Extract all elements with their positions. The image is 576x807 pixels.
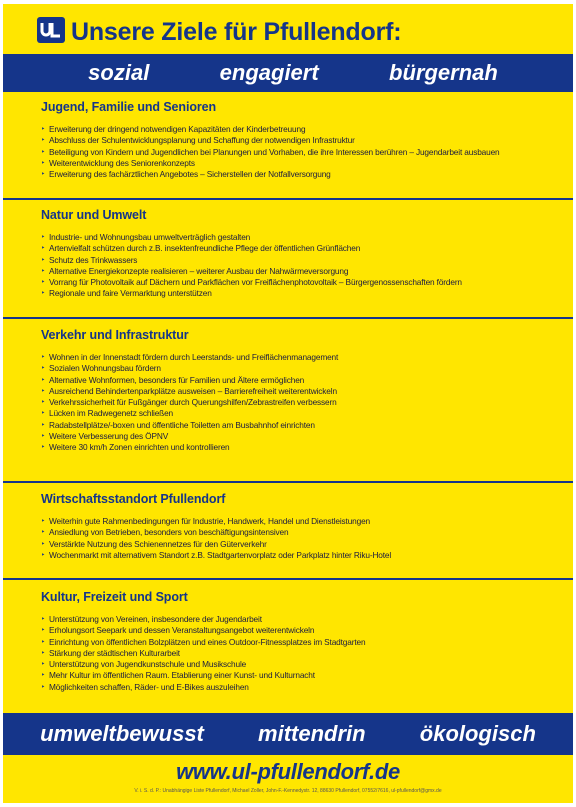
bullet-icon: ‣ — [41, 540, 45, 548]
list-item: ‣ Weiterentwicklung des Seniorenkonzepts — [41, 157, 195, 168]
bullet-icon: ‣ — [41, 290, 45, 298]
list-item: ‣ Alternative Wohnformen, besonders für Familien und Ältere ermöglichen — [41, 374, 305, 385]
section-list — [41, 614, 573, 693]
list-item: ‣ Sozialen Wohnungsbau fördern — [41, 363, 161, 374]
bullet-icon: ‣ — [41, 234, 45, 241]
list-item: ‣ Ansiedlung von Betrieben, besonders von beschäftigungsintensiven — [41, 527, 289, 538]
list-item: ‣ Weitere 30 km/h Zonen einrichten und kontrollieren — [41, 442, 230, 453]
list-item: ‣ Artenvielfalt schützen durch z.B. insektenfreundliche Pflege der öffentlichen Grünflächen — [41, 243, 361, 254]
slogan-word: sozial — [88, 60, 150, 85]
section-list — [41, 232, 573, 300]
bullet-icon: ‣ — [41, 551, 45, 559]
bullet-icon: ‣ — [41, 354, 45, 361]
slogan-band-bottom — [3, 713, 573, 755]
bullet-icon: ‣ — [41, 399, 45, 407]
list-item: ‣ Einrichtung von öffentlichen Bolzplätzen und eines Outdoor-Fitnessplatzes im Stadtgarten — [41, 636, 366, 647]
section-divider — [3, 317, 573, 319]
section-wirtschaftsstandort — [3, 492, 573, 561]
list-item: ‣ Vorrang für Photovoltaik auf Dächern und Parkflächen vor Freiflächenphotovoltaik – Bürgergenossenschaften fördern — [41, 277, 462, 288]
list-item: ‣ Regionale und faire Vermarktung unterstützen — [41, 288, 212, 299]
bullet-icon: ‣ — [41, 159, 45, 167]
list-item: ‣ Stärkung der städtischen Kulturarbeit — [41, 647, 180, 658]
section-title: Wirtschaftsstandort Pfullendorf — [41, 492, 226, 506]
slogan-band-top — [3, 54, 573, 92]
list-item: ‣ Abschluss der Schulentwicklungsplanung und Schaffung der notwendigen Infrastruktur — [41, 135, 355, 146]
section-title: Jugend, Familie und Senioren — [41, 100, 217, 114]
list-item: ‣ Mehr Kultur im öffentlichen Raum. Etablierung einer Kunst- und Kulturnacht — [41, 670, 315, 681]
section-divider — [3, 198, 573, 200]
bullet-icon: ‣ — [41, 421, 45, 429]
list-item: ‣ Wohnen in der Innenstadt fördern durch Leerstands- und Freiflächenmanagement — [41, 352, 339, 362]
section-kultur-freizeit-sport — [3, 590, 573, 693]
page-title: Unsere Ziele für Pfullendorf: — [71, 18, 402, 46]
list-item: ‣ Lücken im Radwegenetz schließen — [41, 408, 174, 419]
list-item: ‣ Unterstützung von Vereinen, insbesondere der Jugendarbeit — [41, 614, 262, 624]
bullet-icon: ‣ — [41, 410, 45, 418]
section-list — [41, 352, 573, 454]
bullet-icon: ‣ — [41, 376, 45, 384]
section-list — [41, 124, 573, 180]
header — [3, 4, 573, 54]
bullet-icon: ‣ — [41, 433, 45, 441]
bullet-icon: ‣ — [41, 171, 45, 179]
list-item: ‣ Weitere Verbesserung des ÖPNV — [41, 431, 169, 442]
list-item: ‣ Weiterhin gute Rahmenbedingungen für Industrie, Handwerk, Handel und Dienstleistungen — [41, 516, 371, 526]
list-item: ‣ Erweiterung des fachärztlichen Angebotes – Sicherstellen der Notfallversorgung — [41, 169, 331, 180]
section-list — [41, 516, 573, 561]
imprint-text: V. i. S. d. P.: Unabhängige Liste Pfullendorf, Michael Zoller, John-F.-Kennedystr. 12, 88630 Pfullendorf, 07552/7616, ul-pfullendorf@gmx.de — [134, 788, 442, 794]
list-item: ‣ Ausreichend Behindertenparkplätze ausweisen – Barrierefreiheit weiterentwickeln — [41, 385, 337, 396]
slogan-word: engagiert — [219, 60, 319, 85]
bullet-icon: ‣ — [41, 365, 45, 373]
bullet-icon: ‣ — [41, 649, 45, 657]
section-divider — [3, 578, 573, 580]
bullet-icon: ‣ — [41, 279, 45, 287]
bullet-icon: ‣ — [41, 683, 45, 691]
bullet-icon: ‣ — [41, 627, 45, 635]
slogan-word: bürgernah — [389, 60, 498, 85]
list-item: ‣ Radabstellplätze/-boxen und öffentliche Toiletten am Busbahnhof einrichten — [41, 419, 315, 430]
bullet-icon: ‣ — [41, 518, 45, 525]
bullet-icon: ‣ — [41, 256, 45, 264]
section-natur-umwelt — [3, 208, 573, 300]
list-item: ‣ Verkehrssicherheit für Fußgänger durch Querungshilfen/Zebrastreifen verbessern — [41, 397, 337, 408]
list-item: ‣ Verstärkte Nutzung des Schienennetzes für den Güterverkehr — [41, 538, 267, 549]
slogan-word: umweltbewusst — [40, 721, 204, 746]
bullet-icon: ‣ — [41, 137, 45, 145]
flyer — [3, 4, 573, 803]
list-item: ‣ Industrie- und Wohnungsbau umweltverträglich gestalten — [41, 232, 251, 242]
section-title: Kultur, Freizeit und Sport — [41, 590, 188, 604]
section-divider — [3, 481, 573, 483]
ul-logo-icon — [39, 20, 63, 40]
bullet-icon: ‣ — [41, 616, 45, 623]
bullet-icon: ‣ — [41, 245, 45, 253]
slogan-word: mittendrin — [258, 721, 366, 746]
bullet-icon: ‣ — [41, 672, 45, 680]
list-item: ‣ Beteiligung von Kindern und Jugendlichen bei Planungen und Vorhaben, die ihre Interessen berühren – Jugendarbeit ausbauen — [41, 146, 500, 157]
list-item: ‣ Unterstützung von Jugendkunstschule und Musikschule — [41, 659, 247, 670]
section-title: Verkehr und Infrastruktur — [41, 328, 189, 342]
bullet-icon: ‣ — [41, 148, 45, 156]
bullet-icon: ‣ — [41, 529, 45, 537]
section-title: Natur und Umwelt — [41, 208, 147, 222]
section-jugend-familie-senioren — [3, 100, 573, 180]
list-item: ‣ Erholungsort Seepark und dessen Veranstaltungsangebot weiterentwickeln — [41, 625, 315, 636]
ul-logo — [37, 17, 65, 43]
bullet-icon: ‣ — [41, 444, 45, 452]
bullet-icon: ‣ — [41, 126, 45, 133]
website-link[interactable]: www.ul-pfullendorf.de — [176, 759, 400, 784]
slogan-word: ökologisch — [419, 721, 536, 746]
bullet-icon: ‣ — [41, 267, 45, 275]
list-item: ‣ Alternative Energiekonzepte realisieren – weiterer Ausbau der Nahwärmeversorgung — [41, 265, 349, 276]
bullet-icon: ‣ — [41, 387, 45, 395]
bullet-icon: ‣ — [41, 638, 45, 646]
bullet-icon: ‣ — [41, 661, 45, 669]
list-item: ‣ Erweiterung der dringend notwendigen Kapazitäten der Kinderbetreuung — [41, 124, 306, 134]
list-item: ‣ Möglichkeiten schaffen, Räder- und E-Bikes auszuleihen — [41, 681, 249, 692]
list-item: ‣ Wochenmarkt mit alternativem Standort z.B. Stadtgartenvorplatz oder Parkplatz hinter Riku-Hotel — [41, 549, 392, 560]
section-verkehr-infrastruktur — [3, 328, 573, 454]
list-item: ‣ Schutz des Trinkwassers — [41, 254, 138, 265]
